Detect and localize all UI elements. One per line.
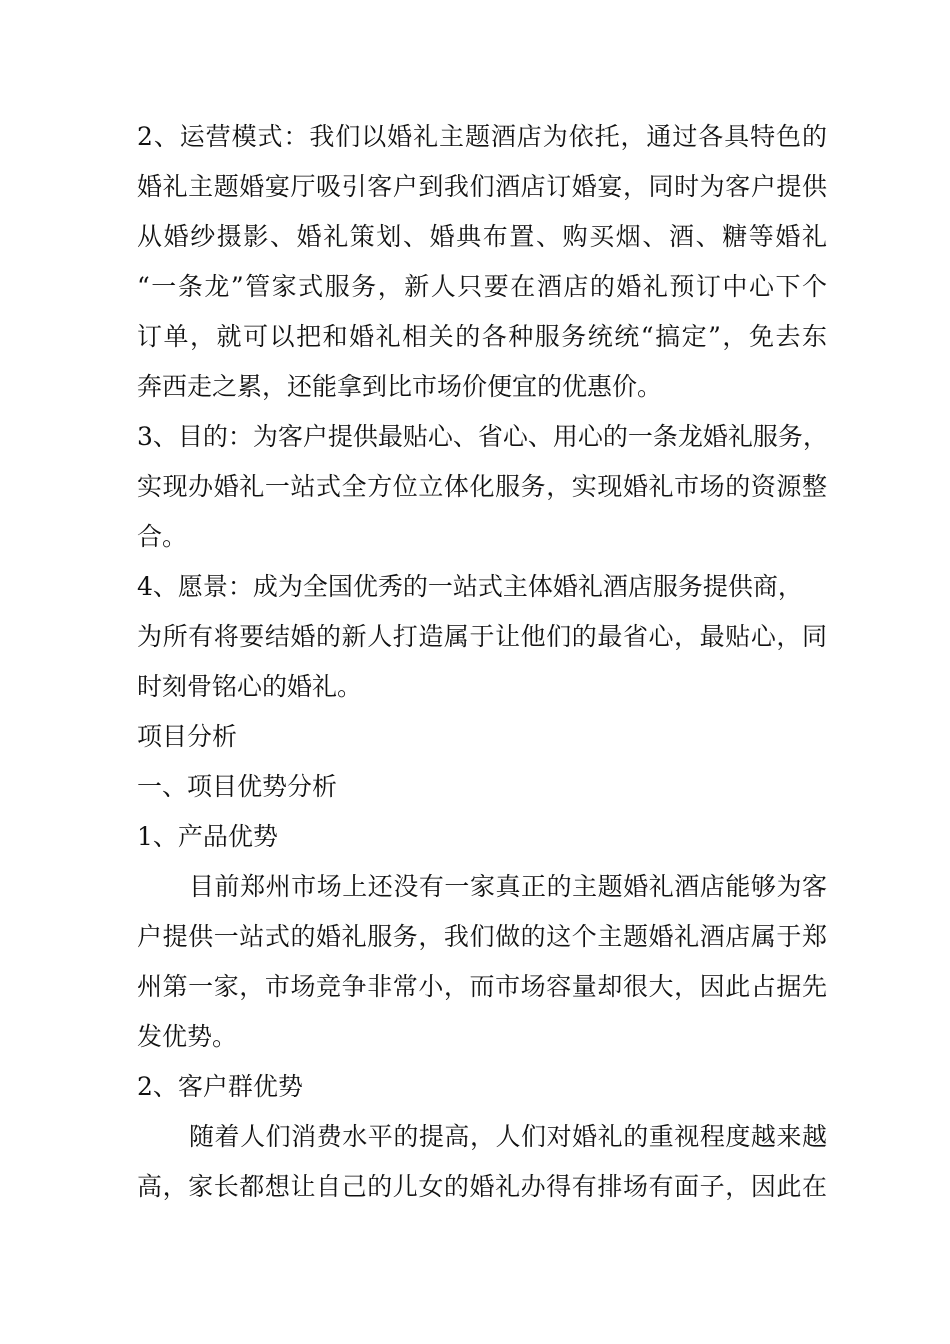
text-line: 州第一家，市场竞争非常小，而市场容量却很大，因此占据先 — [137, 972, 827, 1001]
section-heading: 项目分析 — [137, 722, 238, 751]
paragraph-vision — [137, 562, 827, 712]
text-line: 实现办婚礼一站式全方位立体化服务，实现婚礼市场的资源整 — [137, 472, 827, 501]
subsection-heading: 2、客户群优势 — [137, 1072, 303, 1101]
text-line: 从婚纱摄影、婚礼策划、婚典布置、购买烟、酒、糖等婚礼 — [137, 222, 827, 251]
text-line: 高，家长都想让自己的儿女的婚礼办得有排场有面子，因此在 — [137, 1172, 827, 1201]
text-line: 4、愿景：成为全国优秀的一站式主体婚礼酒店服务提供商， — [137, 572, 803, 601]
text-line: 3、目的：为客户提供最贴心、省心、用心的一条龙婚礼服务， — [137, 422, 828, 451]
paragraph-purpose — [137, 412, 827, 562]
text-line: 合。 — [137, 522, 188, 551]
text-line: 户提供一站式的婚礼服务，我们做的这个主题婚礼酒店属于郑 — [137, 922, 827, 951]
paragraph-product-advantage — [137, 862, 827, 1062]
text-line: 2、运营模式：我们以婚礼主题酒店为依托，通过各具特色的 — [137, 122, 827, 151]
heading-project-analysis — [137, 712, 827, 762]
heading-advantage-analysis — [137, 762, 827, 812]
subsection-heading: 1、产品优势 — [137, 822, 278, 851]
document-body — [137, 112, 827, 1212]
section-heading: 一、项目优势分析 — [137, 772, 338, 801]
text-line: 时刻骨铭心的婚礼。 — [137, 672, 363, 701]
text-line: 订单，就可以把和婚礼相关的各种服务统统“搞定”，免去东 — [137, 322, 827, 351]
text-line: 婚礼主题婚宴厅吸引客户到我们酒店订婚宴，同时为客户提供 — [137, 172, 827, 201]
paragraph-operation-model — [137, 112, 827, 412]
text-line: 目前郑州市场上还没有一家真正的主题婚礼酒店能够为客 — [189, 872, 827, 901]
heading-customer-advantage — [137, 1062, 827, 1112]
text-line: 发优势。 — [137, 1022, 238, 1051]
text-line: 奔西走之累，还能拿到比市场价便宜的优惠价。 — [137, 372, 663, 401]
text-line: 为所有将要结婚的新人打造属于让他们的最省心，最贴心，同 — [137, 622, 827, 651]
text-line: “一条龙”管家式服务，新人只要在酒店的婚礼预订中心下个 — [137, 272, 827, 301]
heading-product-advantage — [137, 812, 827, 862]
text-line: 随着人们消费水平的提高，人们对婚礼的重视程度越来越 — [189, 1122, 827, 1151]
paragraph-customer-advantage — [137, 1112, 827, 1212]
